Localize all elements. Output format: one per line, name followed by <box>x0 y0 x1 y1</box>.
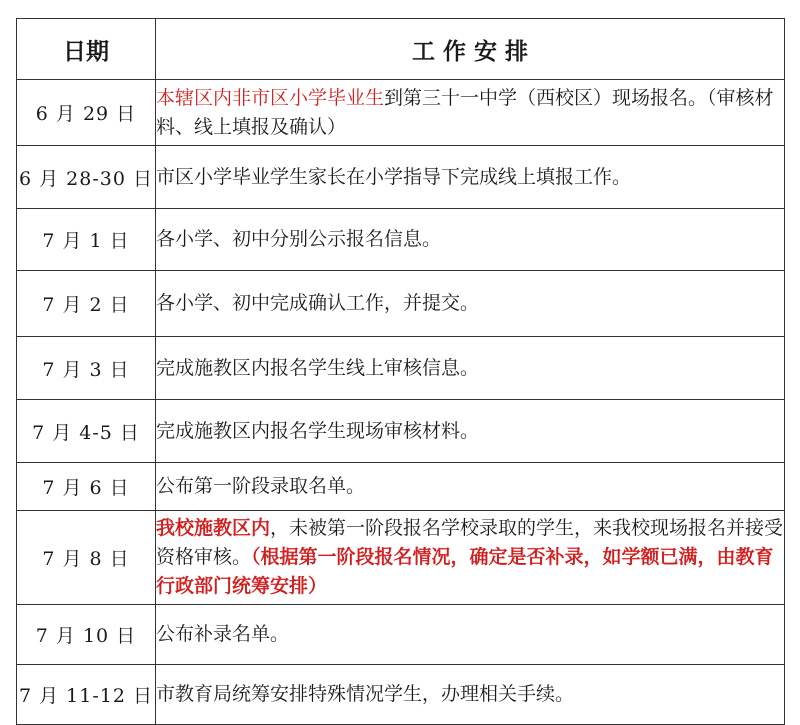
row-date: 7 月 3 日 <box>17 337 156 400</box>
row-work-segment: 完成施教区内报名学生现场审核材料。 <box>156 419 480 442</box>
row-work-segment: 各小学、初中分别公示报名信息。 <box>156 228 442 250</box>
table-row <box>17 146 785 209</box>
row-date: 7 月 1 日 <box>17 209 156 271</box>
row-work <box>156 271 785 337</box>
row-date: 7 月 6 日 <box>17 463 156 511</box>
row-date: 6 月 29 日 <box>17 80 156 146</box>
row-work <box>156 511 785 605</box>
row-work <box>156 463 785 511</box>
row-work <box>156 146 785 209</box>
row-date: 7 月 2 日 <box>17 271 156 337</box>
schedule-table <box>16 18 785 725</box>
row-work-segment: 各小学、初中完成确认工作，并提交。 <box>156 292 480 314</box>
table-row <box>17 80 785 146</box>
row-work-segment: 公布第一阶段录取名单。 <box>156 475 366 497</box>
row-work <box>156 209 785 271</box>
row-work-segment: 公布补录名单。 <box>156 623 290 645</box>
row-date: 7 月 8 日 <box>17 511 156 605</box>
row-work-segment: 本辖区内非市区小学毕业生 <box>156 86 385 109</box>
row-work-segment: 到第三十一中学（西校区）现场报名。（审核材料、线上填报及确认） <box>156 86 774 138</box>
row-date: 7 月 11-12 日 <box>17 665 156 725</box>
table-header-row <box>17 19 785 80</box>
row-work-segment: 市教育局统筹安排特殊情况学生，办理相关手续。 <box>156 683 575 705</box>
header-work: 工 作 安 排 <box>156 19 785 80</box>
row-work-segment: ，未被第一阶段报名学校录取的学生，来我校现场报名并接受资格审核。 <box>156 517 784 568</box>
row-work <box>156 400 785 463</box>
row-work-segment: 我校施教区内 <box>156 517 271 539</box>
table-row <box>17 665 785 725</box>
table-row <box>17 271 785 337</box>
row-work <box>156 665 785 725</box>
table-row <box>17 605 785 665</box>
row-work <box>156 605 785 665</box>
row-work-segment: 完成施教区内报名学生线上审核信息。 <box>156 356 480 379</box>
table-row <box>17 463 785 511</box>
table-row <box>17 337 785 400</box>
table-row <box>17 209 785 271</box>
row-work <box>156 337 785 400</box>
table-row <box>17 400 785 463</box>
row-date: 7 月 4-5 日 <box>17 400 156 463</box>
schedule-sheet <box>16 18 784 725</box>
row-date: 7 月 10 日 <box>17 605 156 665</box>
row-work-segment: （根据第一阶段报名情况，确定是否补录，如学额已满，由教育行政部门统筹安排） <box>156 546 774 597</box>
row-work <box>156 80 785 146</box>
row-work-segment: 市区小学毕业学生家长在小学指导下完成线上填报工作。 <box>156 165 632 188</box>
table-row <box>17 511 785 605</box>
row-date: 6 月 28-30 日 <box>17 146 156 209</box>
schedule-rows <box>17 80 785 725</box>
header-date: 日期 <box>17 19 156 80</box>
